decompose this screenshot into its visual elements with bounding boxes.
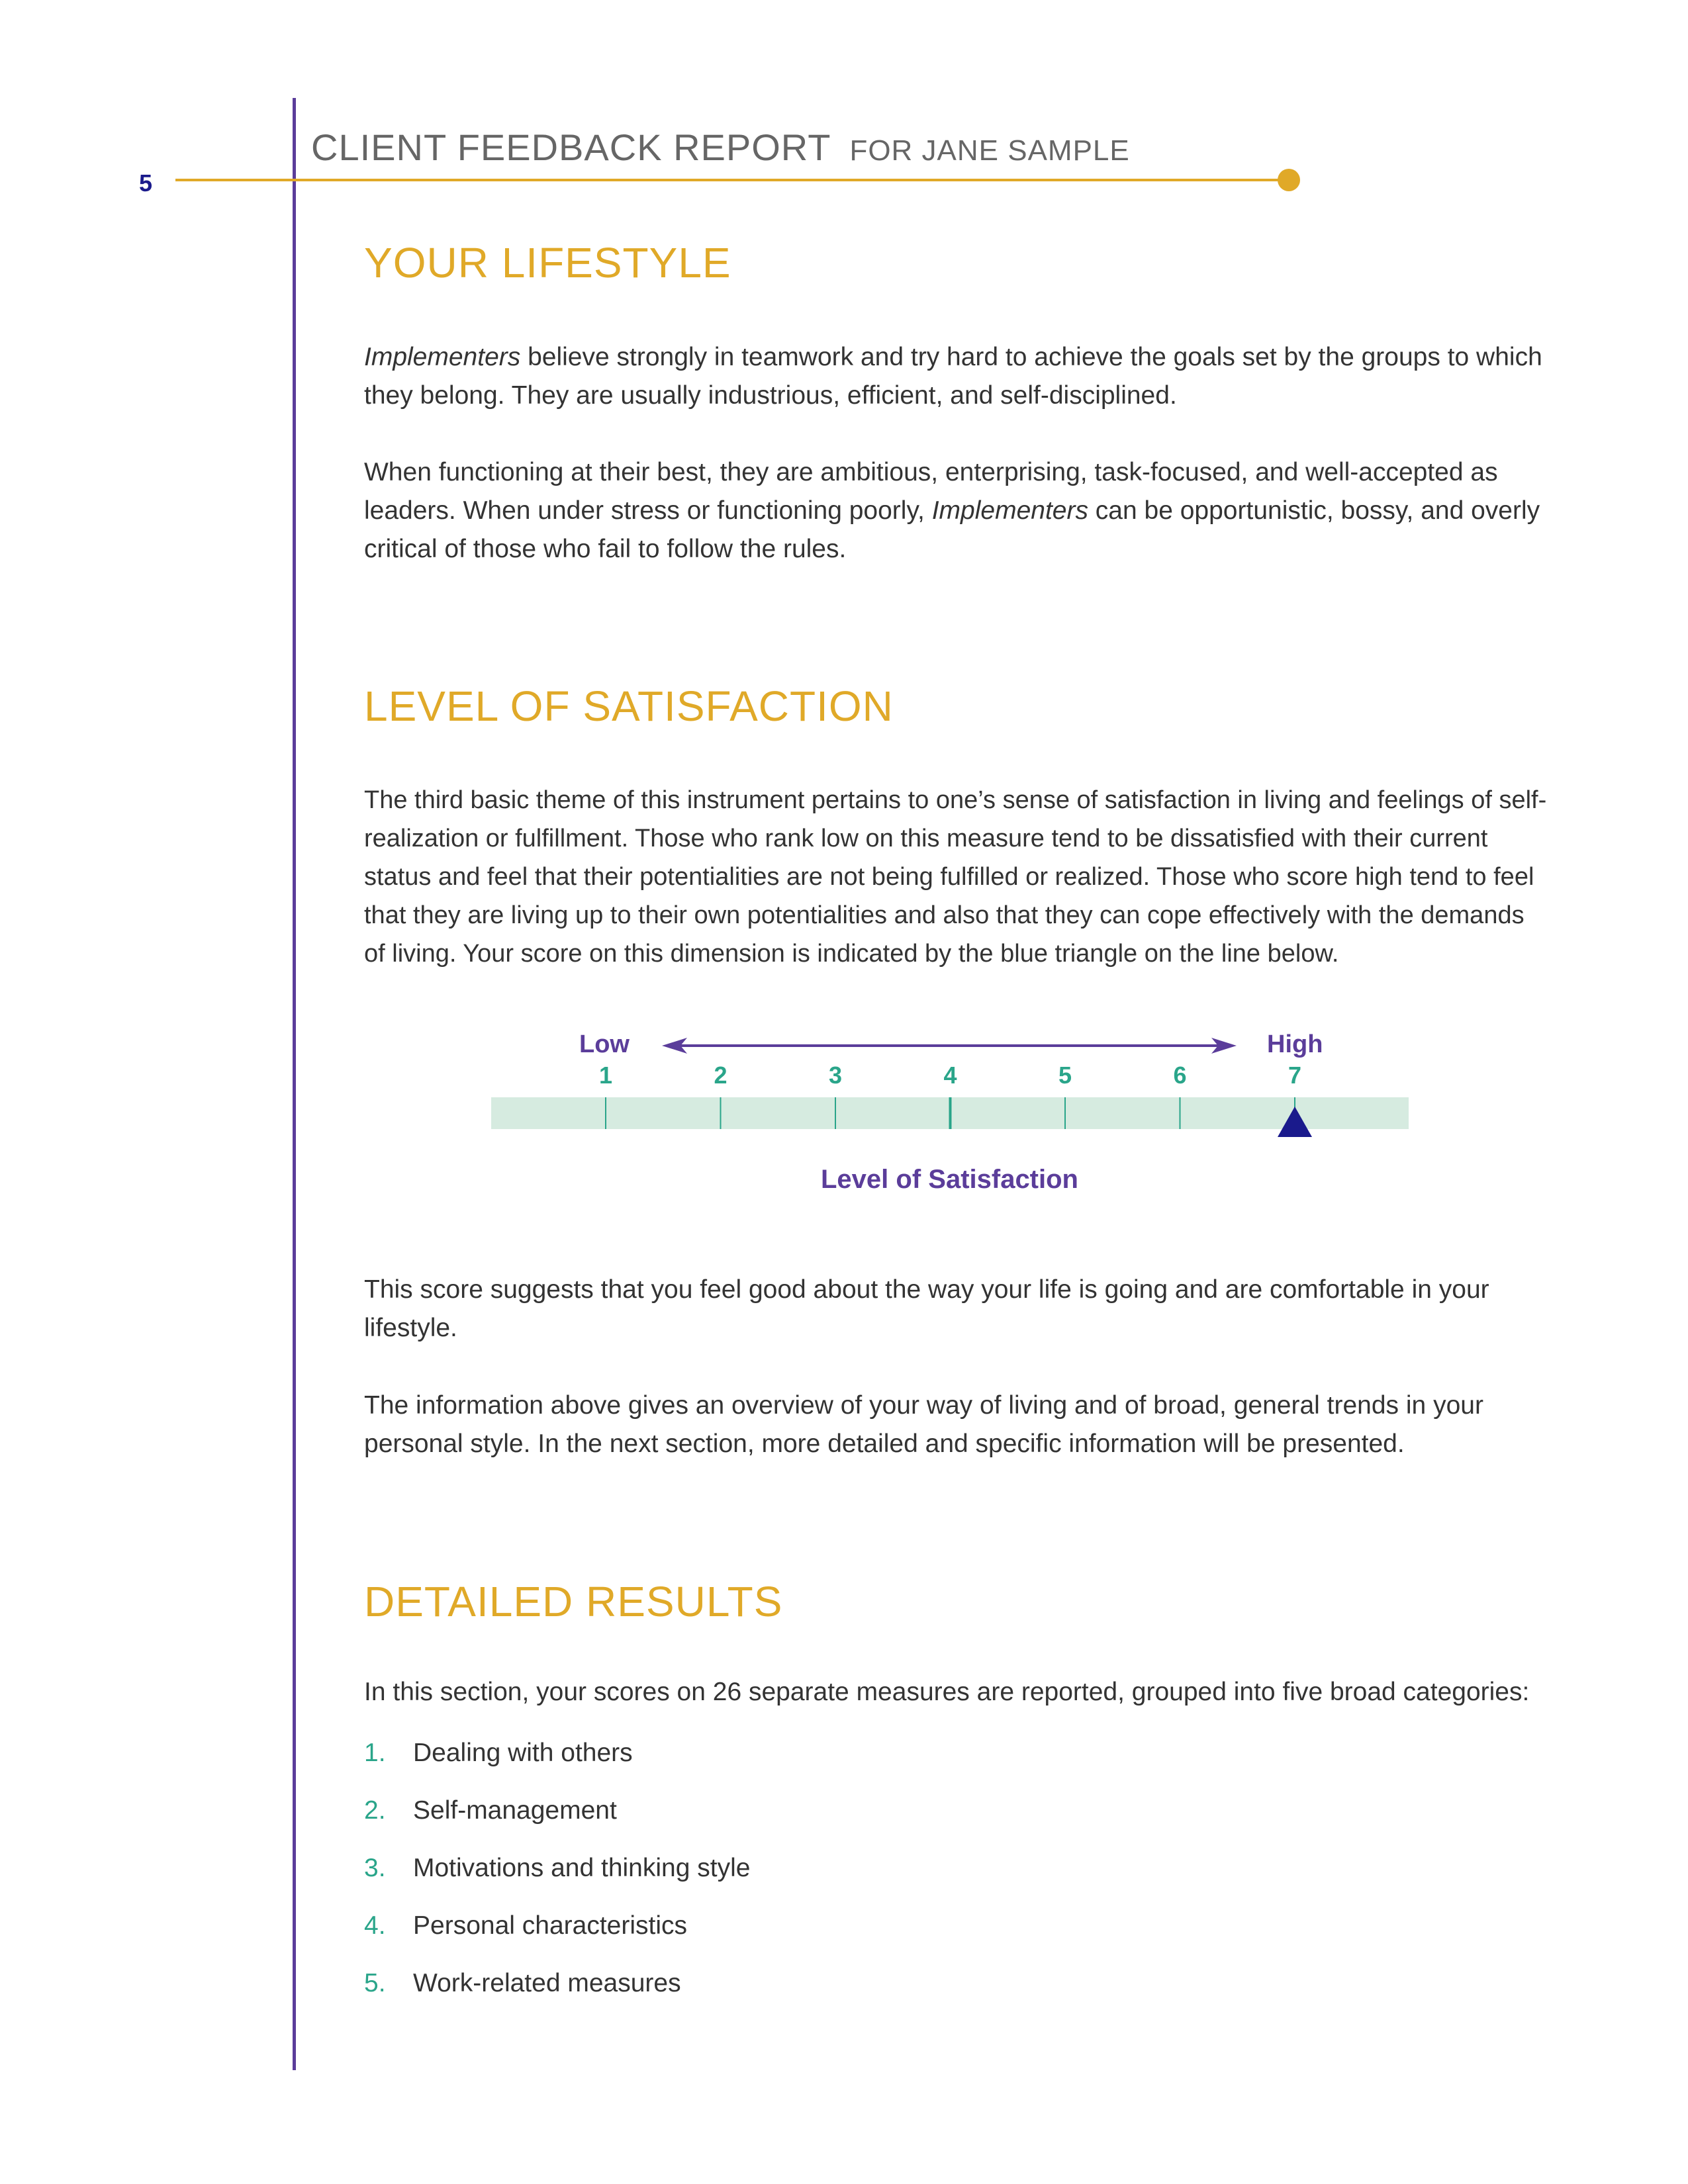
report-title-sub: FOR JANE SAMPLE xyxy=(849,134,1130,167)
margin-rule xyxy=(293,98,296,2070)
list-number: 3. xyxy=(364,1854,386,1882)
satisfaction-intro: The third basic theme of this instrument pertains to one’s sense of satisfaction in living and feelings of self-realization or fulfillment. Those who rank low on this measure tend to be dissatisfied with their current status and feel that their potentialities are not being fulfilled or realized. Those who score high tend to feel that they are living up to their own potentialities and also that they can cope effectively with the demands of living. Your score on this dimension is indicated by the blue triangle on the line below. xyxy=(364,786,1547,968)
lifestyle-term-2: Implementers xyxy=(931,496,1088,525)
header-dot xyxy=(1278,169,1300,191)
list-label: Motivations and thinking style xyxy=(413,1854,751,1882)
scale-bar xyxy=(491,1097,1409,1129)
lifestyle-p1-text: believe strongly in teamwork and try hard to achieve the goals set by the groups to which they belong. They are usually industrious, efficient, and self-disciplined. xyxy=(364,343,1542,410)
detailed-heading: DETAILED RESULTS xyxy=(364,1578,783,1625)
scale-tick-label: 3 xyxy=(828,1062,843,1089)
lifestyle-heading: YOUR LIFESTYLE xyxy=(364,239,731,287)
list-item xyxy=(364,1907,750,1964)
satisfaction-heading: LEVEL OF SATISFACTION xyxy=(364,682,894,730)
scale-low-label: Low xyxy=(579,1030,630,1058)
satisfaction-summary: This score suggests that you feel good about the way your life is going and are comfortable in your lifestyle. xyxy=(364,1275,1489,1342)
list-label: Self-management xyxy=(413,1796,617,1825)
detailed-intro: In this section, your scores on 26 separate measures are reported, grouped into five broad categories: xyxy=(364,1678,1530,1706)
list-number: 5. xyxy=(364,1969,386,1997)
scale-tick-label: 2 xyxy=(714,1062,727,1089)
list-item xyxy=(364,1849,750,1907)
list-item xyxy=(364,1964,750,2022)
scale-high-label: High xyxy=(1267,1030,1323,1058)
lifestyle-term: Implementers xyxy=(364,343,521,371)
arrow-right-head xyxy=(1211,1038,1237,1054)
scale-tick-label: 1 xyxy=(598,1062,613,1089)
scale-tick-label: 7 xyxy=(1288,1062,1302,1089)
lifestyle-p2-text-b: can be opportunistic, bossy, and overly critical of those who fail to follow the rules. xyxy=(364,496,1540,563)
list-number: 1. xyxy=(364,1739,386,1767)
report-title xyxy=(311,126,1130,169)
arrow-left-head xyxy=(662,1038,687,1054)
lifestyle-paragraph-2 xyxy=(364,453,1549,569)
list-label: Work-related measures xyxy=(413,1969,681,1997)
report-title-main: CLIENT FEEDBACK REPORT xyxy=(311,126,831,168)
list-item xyxy=(364,1792,750,1849)
scale-tick-label: 5 xyxy=(1058,1062,1072,1089)
page-number: 5 xyxy=(139,169,153,197)
category-list xyxy=(364,1734,750,2022)
lifestyle-p2-text-a: When functioning at their best, they are ambitious, enterprising, task-focused, and well-accepted as leaders. When under stress or functioning poorly, xyxy=(364,458,1498,525)
list-number: 2. xyxy=(364,1796,386,1825)
list-number: 4. xyxy=(364,1911,386,1940)
score-triangle-marker xyxy=(1278,1107,1312,1137)
scale-tick-label: 6 xyxy=(1173,1062,1187,1089)
header-rule xyxy=(175,179,1294,181)
scale-title: Level of Satisfaction xyxy=(821,1165,1078,1194)
list-item xyxy=(364,1734,750,1792)
list-label: Personal characteristics xyxy=(413,1911,687,1940)
lifestyle-paragraph-1 xyxy=(364,338,1549,415)
satisfaction-overview: The information above gives an overview of your way of living and of broad, general trends in your personal style. In the next section, more detailed and specific information will be presented. xyxy=(364,1391,1483,1458)
list-label: Dealing with others xyxy=(413,1739,633,1767)
scale-tick-label: 4 xyxy=(943,1062,957,1089)
